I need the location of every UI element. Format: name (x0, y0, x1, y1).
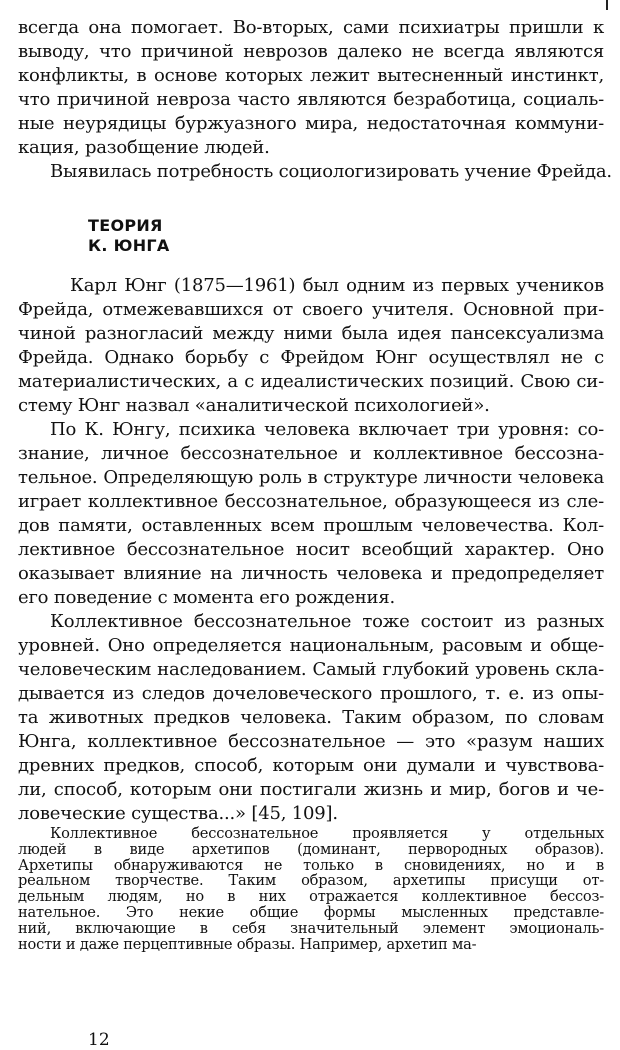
text-line: Фрейда, отмежевавшихся от своего учителя. Основной при- (18, 299, 604, 320)
text-line: Коллективное бессознательное проявляется у отдельных (50, 825, 604, 842)
text-line: играет коллективное бессознательное, образующееся из сле- (18, 491, 604, 512)
text-line: стему Юнг назвал «аналитической психологией». (18, 395, 490, 416)
text-line: конфликты, в основе которых лежит вытесненный инстинкт, (18, 65, 604, 86)
text-line: тельное. Определяющую роль в структуре личности человека (18, 467, 604, 488)
text-line: древних предков, способ, которым они думали и чувствова- (18, 755, 604, 776)
text-line: кация, разобщение людей. (18, 137, 270, 158)
text-line: материалистических, а с идеалистических позиций. Свою си- (18, 371, 604, 392)
text-line: ловеческие существа...» [45, 109]. (18, 803, 338, 824)
text-line: человеческим наследованием. Самый глубокий уровень скла- (18, 659, 604, 680)
text-line: По К. Юнгу, психика человека включает три уровня: со- (50, 419, 604, 440)
page-number: 12 (88, 1030, 110, 1050)
text-line: Архетипы обнаруживаются не только в сновидениях, но и в (18, 856, 604, 874)
text-line: Коллективное бессознательное тоже состоит из разных (50, 611, 604, 632)
text-line: оказывает влияние на личность человека и предопределяет (18, 563, 604, 584)
text-line: Выявилась потребность социологизировать учение Фрейда. (50, 161, 612, 182)
text-line: его поведение с момента его рождения. (18, 587, 396, 608)
text-line: лективное бессознательное носит всеобщий характер. Оно (18, 539, 604, 560)
text-line: людей в виде архетипов (доминант, первородных образов). (18, 840, 604, 858)
text-line: Фрейда. Однако борьбу с Фрейдом Юнг осуществлял не с (18, 347, 604, 368)
text-line: ний, включающие в себя значительный элемент эмоциональ- (18, 919, 604, 937)
text-line: Карл Юнг (1875—1961) был одним из первых учеников (70, 275, 604, 296)
text-line: ные неурядицы буржуазного мира, недостаточная коммуни- (18, 113, 604, 134)
text-line: дывается из следов дочеловеческого прошлого, т. е. из опы- (18, 683, 604, 704)
text-line: чиной разногласий между ними была идея пансексуализма (18, 323, 604, 344)
text-line: выводу, что причиной неврозов далеко не всегда являются (18, 41, 604, 62)
text-line: дов памяти, оставленных всем прошлым человечества. Кол- (18, 515, 604, 536)
section-heading-line1: ТЕОРИЯ (88, 216, 163, 235)
text-line: нательное. Это некие общие формы мысленных представле- (18, 904, 604, 921)
text-line: знание, личное бессознательное и коллективное бессозна- (18, 443, 604, 464)
text-line: та животных предков человека. Таким образом, по словам (18, 707, 604, 728)
text-line: всегда она помогает. Во-вторых, сами психиатры пришли к (18, 17, 604, 38)
text-line: ли, способ, которым они постигали жизнь и мир, богов и че- (18, 779, 604, 800)
text-line: реальном творчестве. Таким образом, архетипы присущи от- (18, 872, 604, 890)
text-line: что причиной невроза часто являются безработица, социаль- (18, 89, 604, 110)
text-line: ности и даже перцептивные образы. Например, архетип ма- (18, 935, 477, 953)
text-line: Юнга, коллективное бессознательное — это «разум наших (18, 731, 604, 752)
text-line: уровней. Оно определяется национальным, расовым и обще- (18, 635, 604, 656)
section-heading-line2: К. ЮНГА (88, 236, 170, 255)
scan-mark (606, 0, 608, 10)
text-line: дельным людям, но в них отражается коллективное бессоз- (18, 888, 604, 906)
